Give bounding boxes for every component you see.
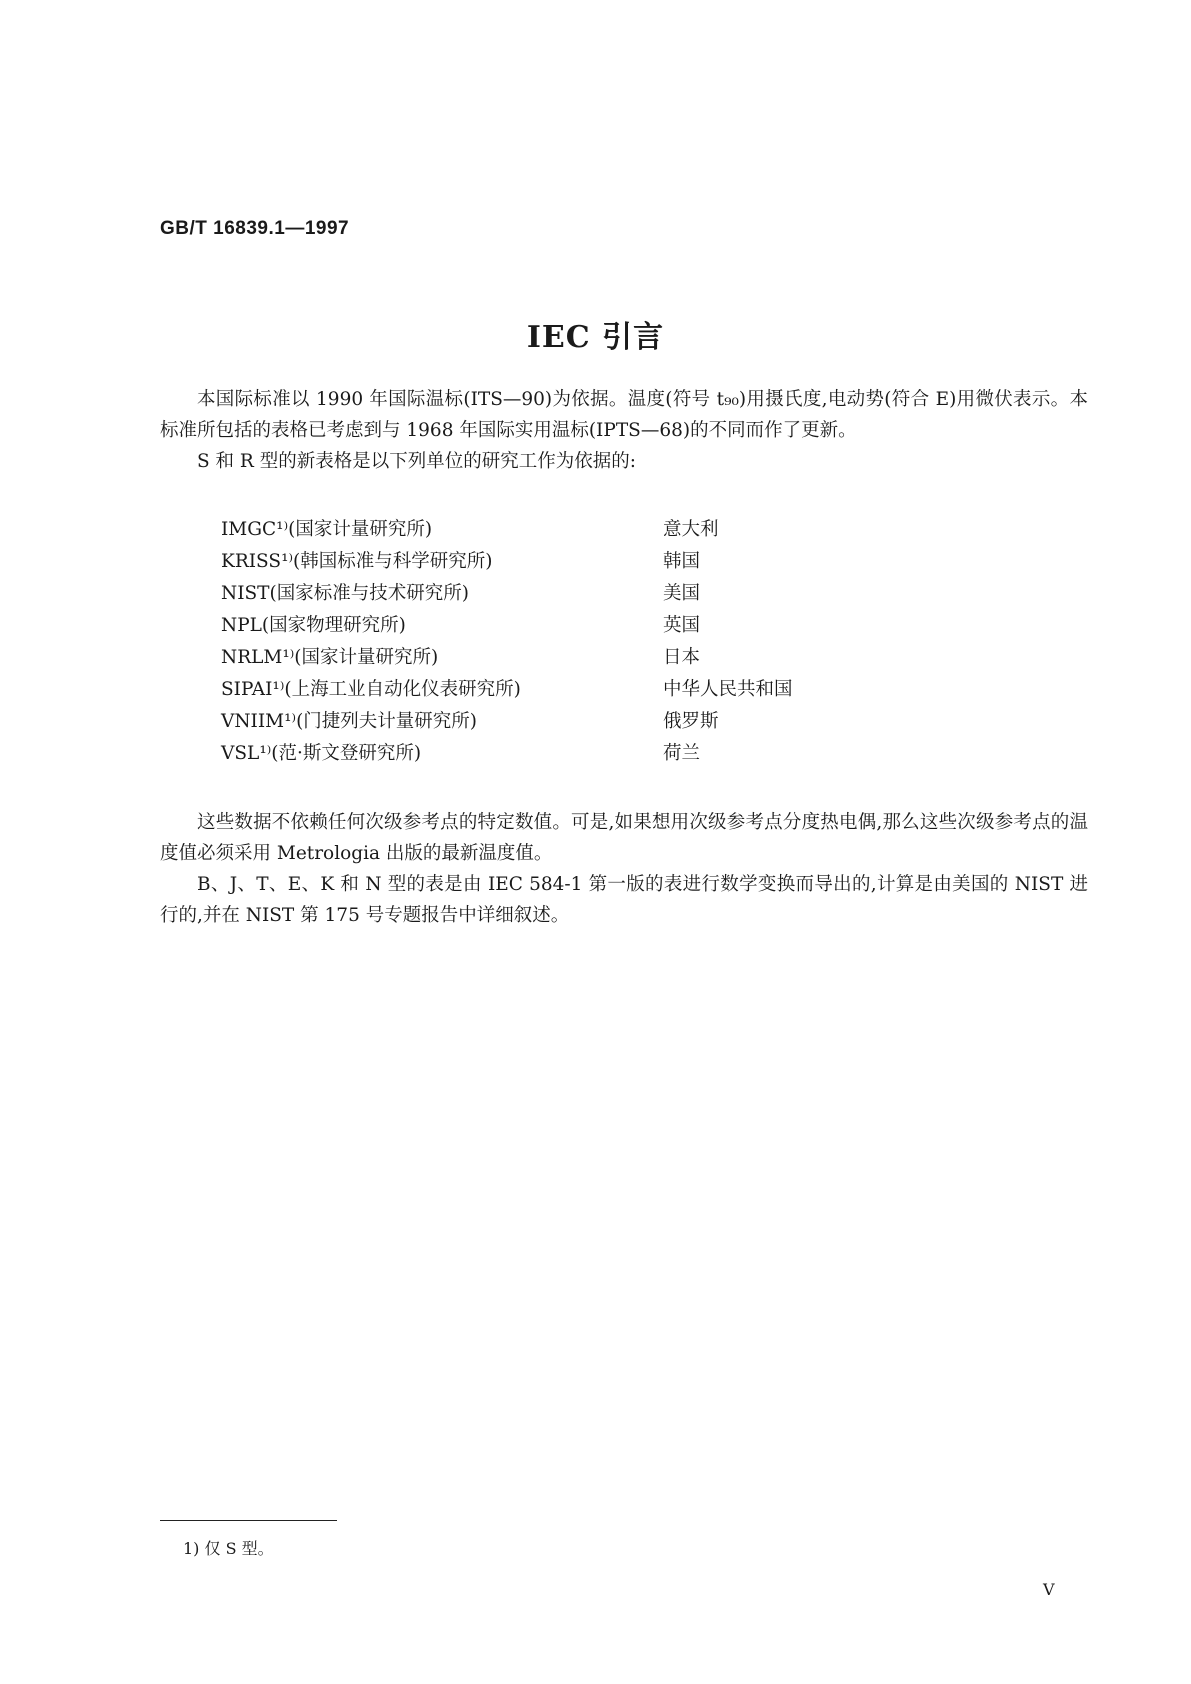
list-item [221,704,793,736]
list-item [221,672,793,704]
list-item [221,512,793,544]
institute-list [221,512,793,768]
list-item [221,736,793,768]
list-item [221,544,793,576]
page-title: IEC 引言 [526,320,665,355]
list-item [221,608,793,640]
institute-country: 日本 [663,647,701,668]
footnote: 1) 仅 S 型。 [183,1539,274,1558]
page-number: V [1043,1580,1055,1599]
institute-name: NPL(国家物理研究所) [221,615,406,636]
institute-name: NRLM¹⁾(国家计量研究所) [221,647,439,668]
institute-name: KRISS¹⁾(韩国标准与科学研究所) [221,551,493,572]
institute-name: VNIIM¹⁾(门捷列夫计量研究所) [221,711,478,732]
intro-paragraph-1: 本国际标准以 1990 年国际温标(ITS—90)为依据。温度(符号 t₉₀)用摄氏度,电动势(符合 E)用微伏表示。本标准所包括的表格已考虑到与 1968 年国际实用温标(IPTS—68)的不同而作了更新。 [160,389,1088,441]
institute-country: 中华人民共和国 [663,679,793,700]
list-item [221,640,793,672]
institute-name: NIST(国家标准与技术研究所) [221,583,469,604]
intro-section [160,384,1088,477]
institute-country: 荷兰 [663,743,701,764]
institute-country: 美国 [663,583,701,604]
data-notes-section [160,807,1088,931]
intro-paragraph-2: S 和 R 型的新表格是以下列单位的研究工作为依据的: [197,451,636,472]
data-notes-paragraph-2: B、J、T、E、K 和 N 型的表是由 IEC 584-1 第一版的表进行数学变换而导出的,计算是由美国的 NIST 进行的,并在 NIST 第 175 号专题报告中详细叙述。 [160,874,1088,926]
institute-name: SIPAI¹⁾(上海工业自动化仪表研究所) [221,679,521,700]
institute-country: 韩国 [663,551,701,572]
institute-country: 俄罗斯 [663,711,719,732]
institute-name: IMGC¹⁾(国家计量研究所) [221,519,433,540]
institute-name: VSL¹⁾(范·斯文登研究所) [221,743,422,764]
institute-country: 意大利 [663,519,719,540]
data-notes-paragraph-1: 这些数据不依赖任何次级参考点的特定数值。可是,如果想用次级参考点分度热电偶,那么这些次级参考点的温度值必须采用 Metrologia 出版的最新温度值。 [160,812,1088,864]
institute-country: 英国 [663,615,701,636]
list-item [221,576,793,608]
footnote-divider [160,1520,337,1521]
standard-code: GB/T 16839.1—1997 [160,218,350,239]
